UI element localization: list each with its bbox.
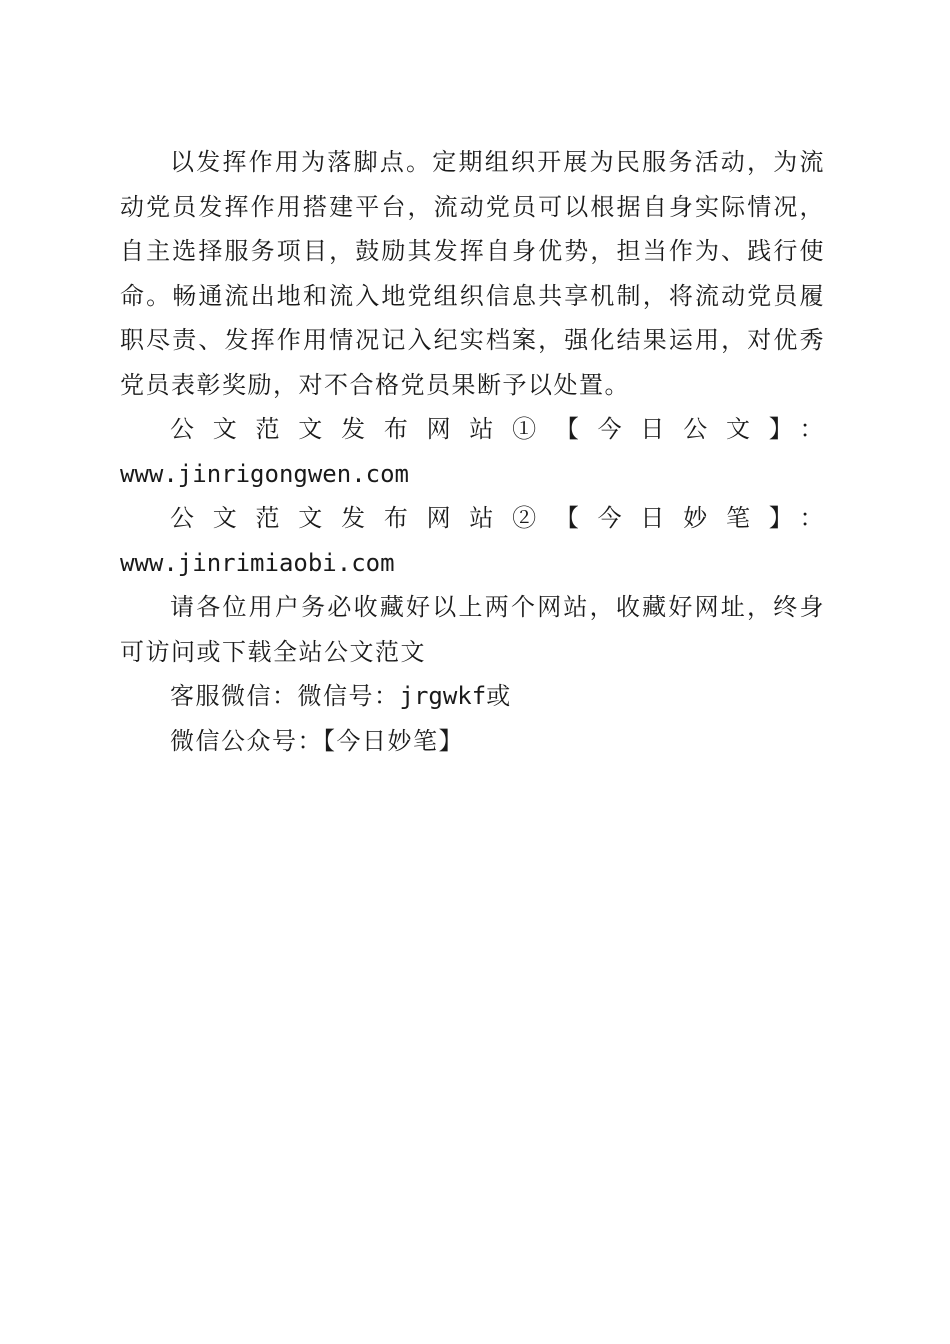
main-paragraph: 以发挥作用为落脚点。定期组织开展为民服务活动，为流动党员发挥作用搭建平台，流动党员可以根据自身实际情况，自主选择服务项目，鼓励其发挥自身优势，担当作为、践行使命。畅通流出地和流入地党组织信息共享机制，将流动党员履职尽责、发挥作用情况记入纪实档案，强化结果运用，对优秀党员表彰奖励，对不合格党员果断予以处置。 — [120, 148, 825, 399]
document-page — [120, 140, 825, 763]
notice-paragraph: 请各位用户务必收藏好以上两个网站，收藏好网址，终身可访问或下载全站公文范文 — [120, 593, 825, 666]
site1-url[interactable] — [120, 452, 825, 497]
site2-url[interactable]: www.jinrimiaobi.com — [120, 548, 395, 577]
wechat-id: jrgwkf — [399, 682, 487, 710]
site1-label: 公文范文发布网站①【今日公文】： — [170, 415, 825, 443]
wechat-line — [120, 674, 825, 719]
wechat-or: 或 — [486, 682, 512, 710]
wechat-label: 客服微信：微信号： — [170, 682, 400, 710]
site2-line — [120, 496, 825, 585]
official-account-line: 微信公众号：【今日妙笔】 — [170, 726, 464, 755]
site2-label: 公文范文发布网站②【今日妙笔】： — [170, 504, 825, 532]
site1-url-text[interactable]: www.jinrigongwen.com — [120, 459, 409, 488]
